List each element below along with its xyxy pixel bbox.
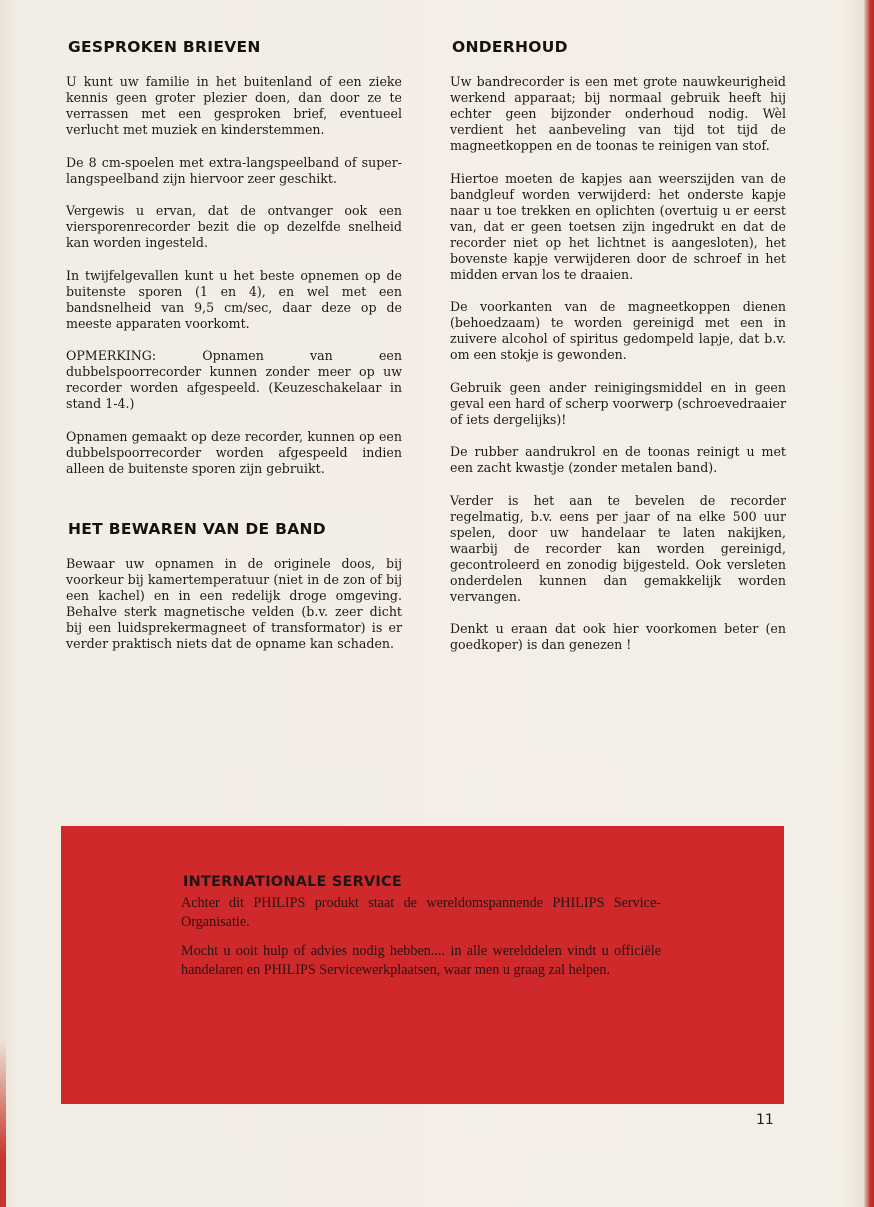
section-heading-gesproken-brieven: GESPROKEN BRIEVEN [68,38,261,56]
page-edge-decoration [864,0,874,1207]
paragraph: In twijfelgevallen kunt u het beste opnemen op de buitenste sporen (1 en 4), en wel met een bandsnelheid van 9,5 cm/sec, daar deze op de meeste apparaten voorkomt. [66,267,402,331]
paragraph: De 8 cm-spoelen met extra-langspeelband of super-langspeelband zijn hiervoor zeer geschikt. [66,154,402,186]
paragraph: Verder is het aan te bevelen de recorder regelmatig, b.v. eens per jaar of na elke 500 uur spelen, door uw handelaar te laten nakijken, waarbij de recorder kan worden gereinigd, gecontroleerd en zonodig bijgesteld. Ook versleten onderdelen kunnen dan gemakkelijk worden vervangen. [450,492,786,604]
international-service-box [61,826,784,1104]
paragraph: OPMERKING: Opnamen van een dubbelspoorrecorder kunnen zonder meer op uw recorder worden afgespeeld. (Keuzeschakelaar in stand 1-4.) [66,348,402,411]
section-spacer [66,493,402,520]
paragraph: Vergewis u ervan, dat de ontvanger ook een viersporenrecorder bezit die op dezelfde snelheid kan worden ingesteld. [66,203,402,250]
page-edge-decoration-left [0,1040,6,1207]
section-heading-onderhoud: ONDERHOUD [452,38,568,56]
service-paragraph: Achter dit PHILIPS produkt staat de wereldomspannende PHILIPS Service-Organisatie. [181,895,661,930]
service-paragraph: Mocht u ooit hulp of advies nodig hebben.... in alle werelddelen vindt u officiële handelaren en PHILIPS Servicewerkplaatsen, waar men u graag zal helpen. [181,943,661,978]
paragraph: Uw bandrecorder is een met grote nauwkeurigheid werkend apparaat; bij normaal gebruik heeft hij echter geen bijzonder onderhoud nodig. Wèl verdient het aanbeveling van tijd tot tijd de magneetkoppen en de toonas te reinigen van stof. [450,74,786,153]
paragraph: Hiertoe moeten de kapjes aan weerszijden van de bandgleuf worden verwijderd: het onderste kapje naar u toe trekken en oplichten (overtuig u er eerst van, dat er geen toetsen zijn ingedrukt en dat de recorder niet op het lichtnet is aangesloten), het bovenste kapje verwijderen door de schroef in het midden ervan los te draaien. [450,170,786,282]
section-heading-bewaren-band: HET BEWAREN VAN DE BAND [68,520,326,538]
paragraph: Opnamen gemaakt op deze recorder, kunnen op een dubbelspoorrecorder worden afgespeeld indien alleen de buitenste sporen zijn gebruikt. [66,428,402,476]
paragraph: Bewaar uw opnamen in de originele doos, bij voorkeur bij kamertemperatuur (niet in de zon of bij een kachel) en in een redelijk droge omgeving. Behalve sterk magnetische velden (b.v. zeer dicht bij een luidsprekermagneet of transformator) is er verder praktisch niets dat de opname kan schaden. [66,556,402,651]
paragraph: De rubber aandrukrol en de toonas reinigt u met een zacht kwastje (zonder metalen band). [450,444,786,475]
service-heading: INTERNATIONALE SERVICE [183,874,402,890]
paragraph: Denkt u eraan dat ook hier voorkomen beter (en goedkoper) is dan genezen ! [450,621,786,652]
service-box-content [181,874,661,990]
paragraph: U kunt uw familie in het buitenland of een zieke kennis geen groter plezier doen, dan door ze te verrassen met een gesproken brief, eventueel verlucht met muziek en kinderstemmen. [66,74,402,137]
paragraph: De voorkanten van de magneetkoppen dienen (behoedzaam) te worden gereinigd met een in zuivere alcohol of spiritus gedompeld lapje, dat b.v. om een stokje is gewonden. [450,299,786,362]
right-column [450,38,786,670]
paragraph: Gebruik geen ander reinigingsmiddel en in geen geval een hard of scherp voorwerp (schroevedraaier of iets dergelijks)! [450,379,786,427]
page-number: 11 [756,1112,774,1128]
left-column [66,38,402,669]
